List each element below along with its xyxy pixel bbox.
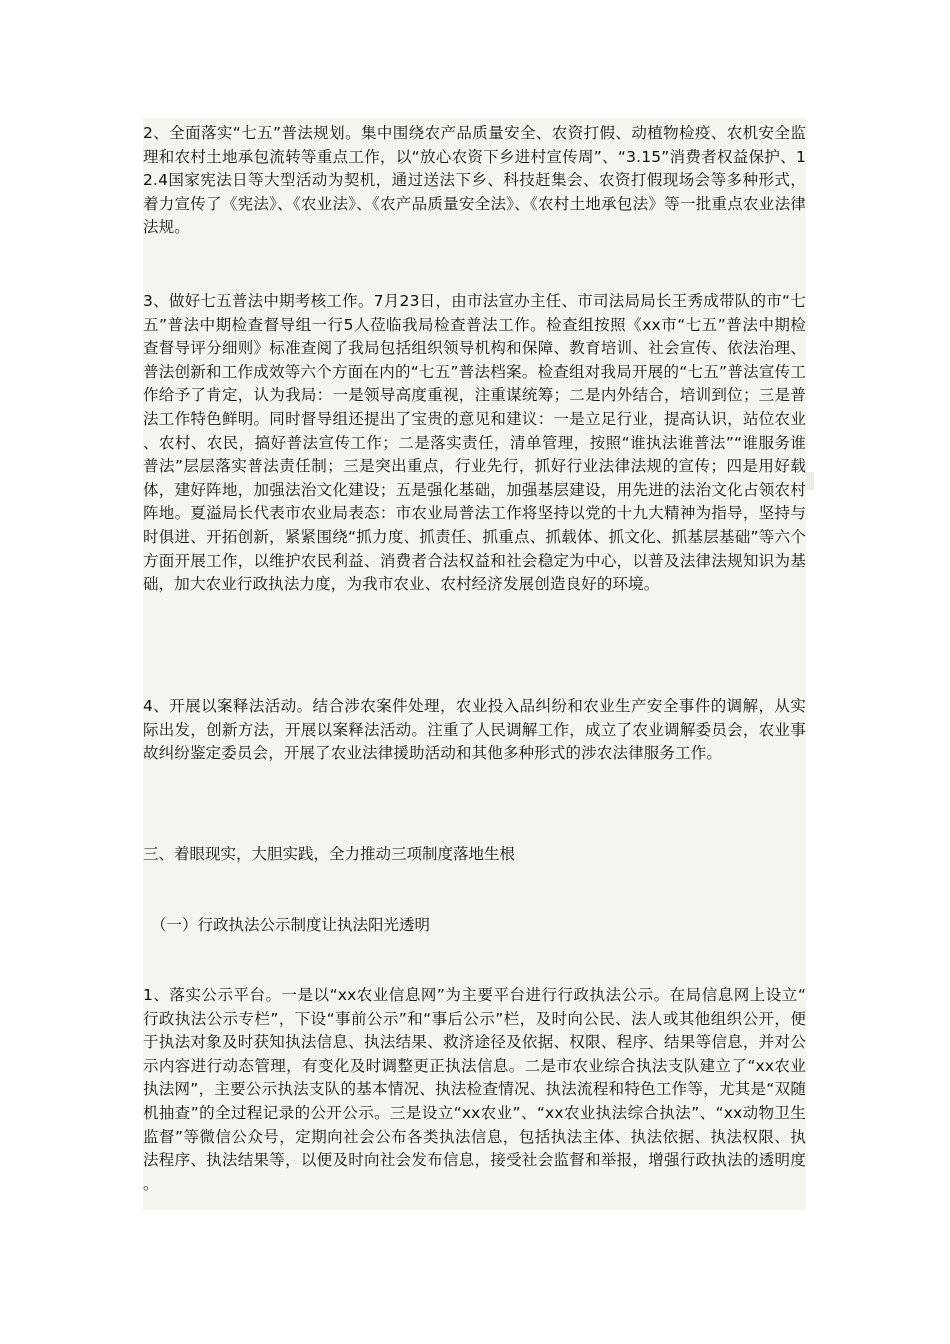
margin-edge-mark — [806, 472, 814, 490]
paragraph-pufa-plan: 2、全面落实“七五”普法规划。集中围绕农产品质量安全、农资打假、动植物检疫、农机安全监理和农村土地承包流转等重点工作，以“放心农资下乡进村宣传周”、“3.15”消费者权益保护、12.4国家宪法日等大型活动为契机，通过送法下乡、科技赶集会、农资打假现场会等多种形式，着力宣传了《宪法》、《农业法》、《农产品质量安全法》、《农村土地承包法》等一批重点农业法律法规。 — [143, 124, 806, 237]
paragraph-midterm-review: 3、做好七五普法中期考核工作。7月23日，由市法宣办主任、市司法局局长王秀成带队的市“七五”普法中期检查督导组一行5人莅临我局检查普法工作。检查组按照《xx市“七五”普法中期检查督导评分细则》标准查阅了我局包括组织领导机构和保障、教育培训、社会宣传、依法治理、普法创新和工作成效等六个方面在内的“七五”普法档案。检查组对我局开展的“七五”普法宣传工作给予了肯定，认为我局：一是领导高度重视，注重谋统筹；二是内外结合，培训到位；三是普法工作特色鲜明。同时督导组还提出了宝贵的意见和建议：一是立足行业，提高认识，站位农业、农村、农民，搞好普法宣传工作；二是落实责任，清单管理，按照“谁执法谁普法”“谁服务谁普法”层层落实普法责任制；三是突出重点，行业先行，抓好行业法律法规的宣传；四是用好载体，建好阵地，加强法治文化建设；五是强化基础，加强基层建设，用先进的法治文化占领农村阵地。夏溢局长代表市农业局表态：市农业局普法工作将坚持以党的十九大精神为指导，坚持与时俱进、开拓创新，紧紧围绕“抓力度、抓责任、抓重点、抓载体、抓文化、抓基层基础”等六个方面开展工作，以维护农民利益、消费者合法权益和社会稳定为中心，以普及法律法规知识为基础，加大农业行政执法力度，为我市农业、农村经济发展创造良好的环境。 — [143, 292, 806, 594]
sub-heading: （一）行政执法公示制度让执法阳光透明 — [151, 916, 431, 934]
paragraph-case-law-activity: 4、开展以案释法活动。结合涉农案件处理，农业投入品纠纷和农业生产安全事件的调解，从实际出发，创新方法，开展以案释法活动。注重了人民调解工作，成立了农业调解委员会，农业事故纠纷鉴定委员会，开展了农业法律援助活动和其他多种形式的涉农法律服务工作。 — [143, 697, 806, 763]
document-body — [143, 118, 806, 1210]
section-heading: 三、着眼现实，大胆实践，全力推动三项制度落地生根 — [143, 845, 516, 863]
paragraph-disclosure-platform: 1、落实公示平台。一是以“xx农业信息网”为主要平台进行行政执法公示。在局信息网上设立“行政执法公示专栏”，下设“事前公示”和“事后公示”栏，及时向公民、法人或其他组织公开，便于执法对象及时获知执法信息、执法结果、救济途径及依据、权限、程序、结果等信息，并对公示内容进行动态管理，有变化及时调整更正执法信息。二是市农业综合执法支队建立了“xx农业执法网”，主要公示执法支队的基本情况、执法检查情况、执法流程和特色工作等，尤其是“双随机抽查”的全过程记录的公开公示。三是设立“xx农业”、“xx农业执法综合执法”、“xx动物卫生监督”等微信公众号，定期向社会公布各类执法信息，包括执法主体、执法依据、执法权限、执法程序、执法结果等，以便及时向社会发布信息，接受社会监督和举报，增强行政执法的透明度。 — [143, 986, 806, 1193]
